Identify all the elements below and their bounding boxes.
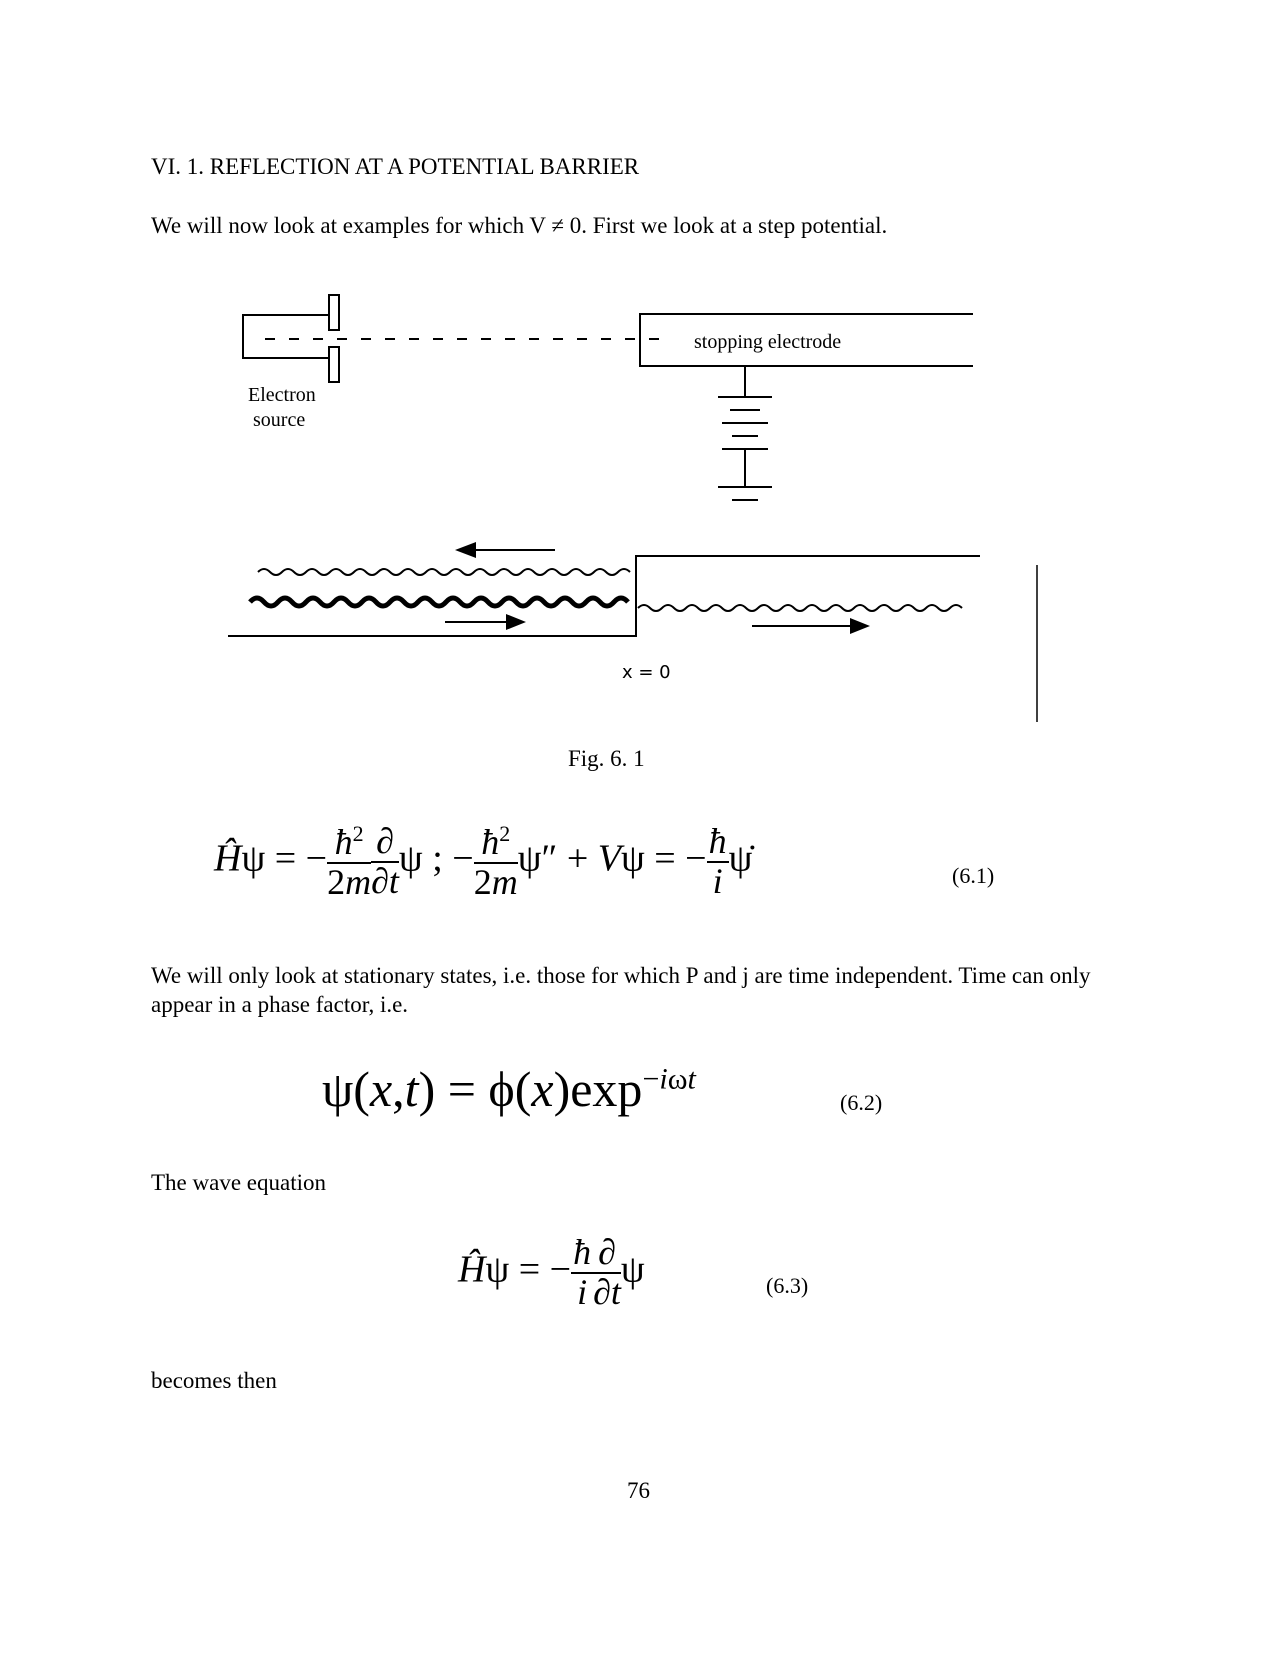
equation-6-1-number: (6.1) [952,863,995,888]
potential-step [228,556,1037,722]
step-potential-figure [0,0,1280,760]
stationary-states-paragraph: We will only look at stationary states, i.e. those for which P and j are time independent. Time can only appear in a phase factor, i.e. [151,963,1091,1017]
intro-paragraph: We will now look at examples for which V ≠ 0. First we look at a step potential. [151,213,888,238]
section-heading: VI. 1. REFLECTION AT A POTENTIAL BARRIER [151,154,640,179]
transmitted-arrow [752,618,870,634]
page-number: 76 [627,1478,650,1503]
figure-caption: Fig. 6. 1 [568,746,645,771]
equation-6-1: Ĥψ = − $\frac{ħ^2}{2m}$ $\frac{\partial}{\partial t}$ ψ ; − $\frac{ħ^2}{2m}$ ψ″ + Vψ = − $\frac{ħ}{i}$ ψ̇ [214,821,753,902]
x-origin-label: x = 0 [622,662,671,683]
wave-equation-label: The wave equation [151,1170,326,1195]
incident-arrow [445,614,526,630]
equation-6-2: $\psi(x,t) = \phi(x)\exp^{-i\omega t}$ [322,1061,696,1117]
electron-source-label-2: source [253,409,306,431]
electron-source-label-1: Electron [248,384,316,406]
equation-6-3: Ĥψ = − $\frac{ħ}{i}$ $\frac{\partial}{\partial t}$ ψ [458,1232,645,1312]
reflected-arrow [455,542,555,558]
reflected-wave [258,569,630,575]
becomes-then-text: becomes then [151,1368,277,1393]
equation-6-3-number: (6.3) [766,1273,809,1298]
transmitted-wave [638,605,962,611]
stopping-electrode-label: stopping electrode [694,331,842,353]
equation-6-2-number: (6.2) [840,1090,883,1115]
incident-wave [250,598,628,606]
